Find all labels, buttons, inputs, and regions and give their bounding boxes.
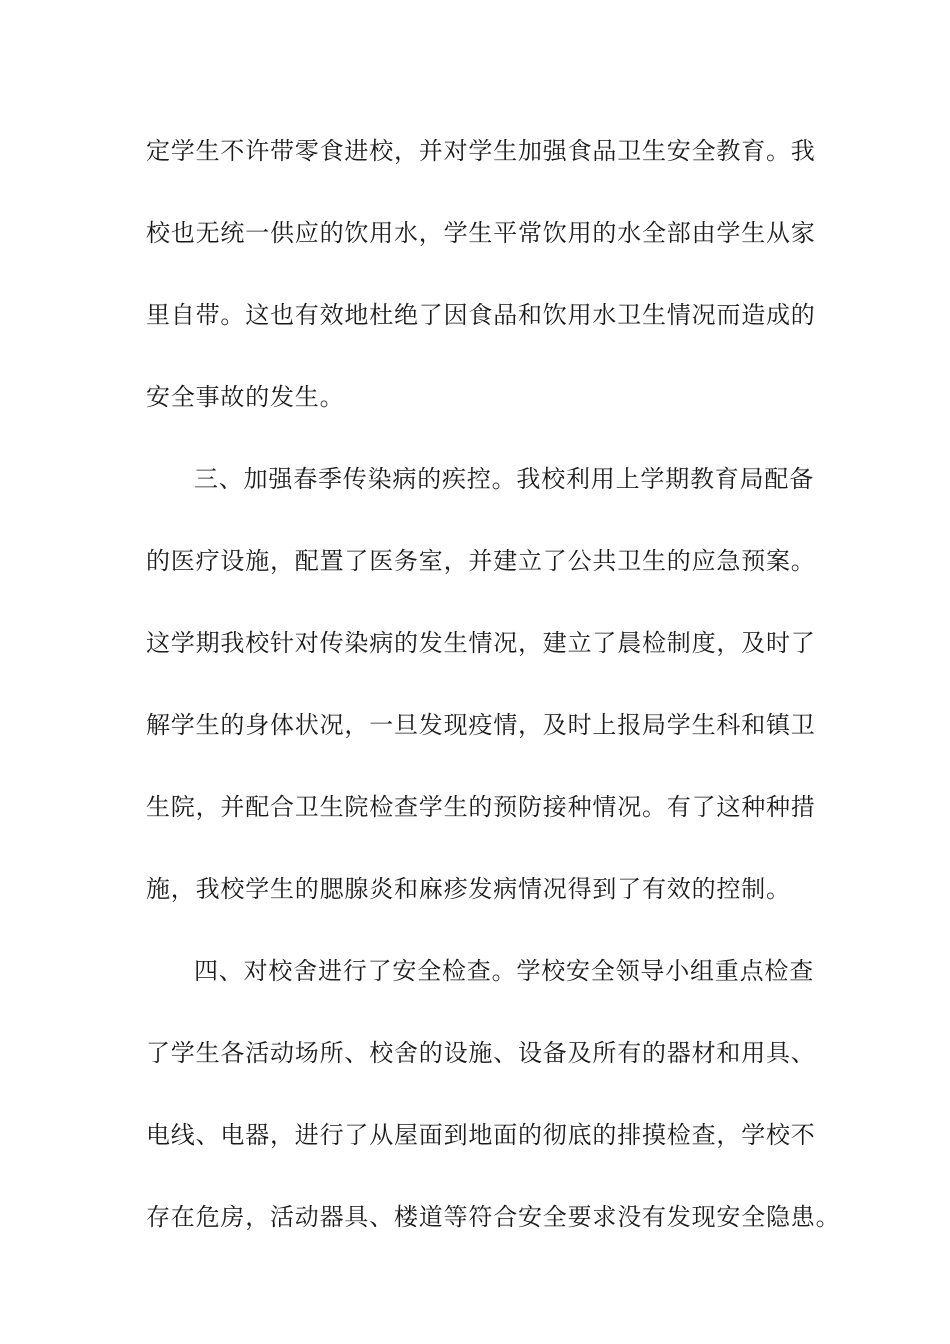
text-line: 电线、电器，进行了从屋面到地面的彻底的排摸检查，学校不 — [146, 1121, 816, 1149]
text-line: 的医疗设施，配置了医务室，并建立了公共卫生的应急预案。 — [146, 547, 816, 575]
text-line: 四、对校舍进行了安全检查。学校安全领导小组重点检查 — [194, 957, 814, 985]
paragraph-building-inspection — [146, 948, 841, 1276]
text-line: 里自带。这也有效地杜绝了因食品和饮用水卫生情况而造成的 — [146, 301, 816, 329]
paragraph-food-safety — [146, 128, 816, 456]
text-line: 校也无统一供应的饮用水，学生平常饮用的水全部由学生从家 — [146, 219, 816, 247]
text-line: 安全事故的发生。 — [146, 383, 345, 411]
text-line: 定学生不许带零食进校，并对学生加强食品卫生安全教育。我 — [146, 137, 816, 165]
paragraph-disease-control — [146, 456, 816, 948]
body-text — [146, 128, 841, 1276]
text-line: 生院，并配合卫生院检查学生的预防接种情况。有了这种种措 — [146, 793, 816, 821]
text-line: 施，我校学生的腮腺炎和麻疹发病情况得到了有效的控制。 — [146, 875, 791, 903]
text-line: 解学生的身体状况，一旦发现疫情，及时上报局学生科和镇卫 — [146, 711, 816, 739]
text-line: 了学生各活动场所、校舍的设施、设备及所有的器材和用具、 — [146, 1039, 816, 1067]
text-line: 存在危房，活动器具、楼道等符合安全要求没有发现安全隐患。 — [146, 1203, 841, 1231]
text-line: 三、加强春季传染病的疾控。我校利用上学期教育局配备 — [194, 465, 814, 493]
text-line: 这学期我校针对传染病的发生情况，建立了晨检制度，及时了 — [146, 629, 816, 657]
